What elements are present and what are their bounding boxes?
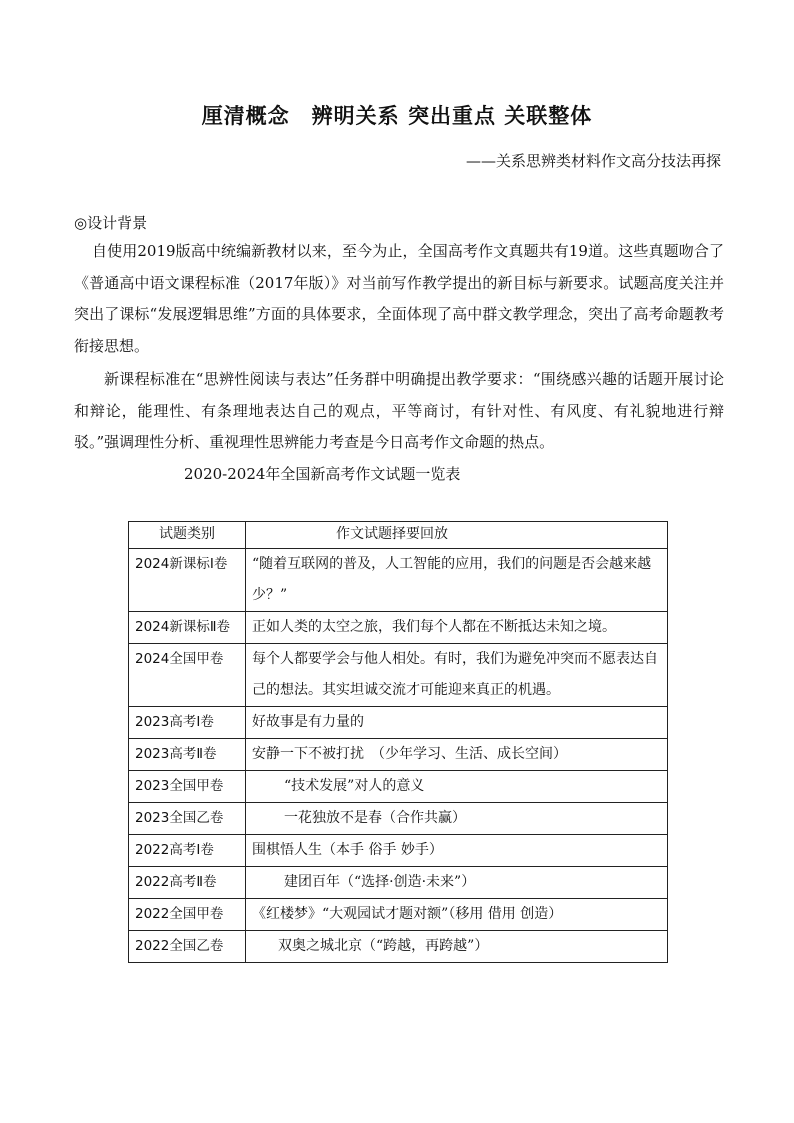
category-cell: 2024新课标Ⅱ卷 bbox=[129, 612, 246, 644]
table-header-row bbox=[129, 522, 668, 549]
category-cell: 2022全国乙卷 bbox=[129, 931, 246, 963]
table-row bbox=[129, 867, 668, 899]
table-row bbox=[129, 835, 668, 867]
content-cell: 正如人类的太空之旅，我们每个人都在不断抵达未知之境。 bbox=[246, 612, 668, 644]
content-cell: 一花独放不是春（合作共赢） bbox=[246, 803, 668, 835]
content-cell: 建团百年（“选择·创造·未来”） bbox=[246, 867, 668, 899]
paragraph: 新课程标准在“思辨性阅读与表达”任务群中明确提出教学要求：“围绕感兴趣的话题开展讨论和辩论，能理性、有条理地表达自己的观点，平等商讨，有针对性、有风度、有礼貌地进行辩驳。”强调理性分析、重视理性思辨能力考查是今日高考作文命题的热点。 bbox=[74, 370, 724, 451]
table-caption: 2020-2024年全国新高考作文试题一览表 bbox=[184, 465, 461, 483]
content-cell: 双奥之城北京（“跨越，再跨越”） bbox=[246, 931, 668, 963]
section-heading: ◎设计背景 bbox=[74, 214, 148, 232]
category-cell: 2023高考Ⅱ卷 bbox=[129, 739, 246, 771]
table-row bbox=[129, 549, 668, 612]
table-row bbox=[129, 612, 668, 644]
content-cell: 围棋悟人生（本手 俗手 妙手） bbox=[246, 835, 668, 867]
table-row bbox=[129, 707, 668, 739]
content-cell: “技术发展”对人的意义 bbox=[246, 771, 668, 803]
column-header: 作文试题择要回放 bbox=[246, 522, 668, 549]
category-cell: 2023全国乙卷 bbox=[129, 803, 246, 835]
content-cell: 安静一下不被打扰 （少年学习、生活、成长空间） bbox=[246, 739, 668, 771]
category-cell: 2023全国甲卷 bbox=[129, 771, 246, 803]
category-cell: 2023高考Ⅰ卷 bbox=[129, 707, 246, 739]
category-cell: 2024新课标Ⅰ卷 bbox=[129, 549, 246, 612]
content-cell: 每个人都要学会与他人相处。有时，我们为避免冲突而不愿表达自己的想法。其实坦诚交流才可能迎来真正的机遇。 bbox=[246, 644, 668, 707]
category-cell: 2022全国甲卷 bbox=[129, 899, 246, 931]
paragraph: 自使用2019版高中统编新教材以来，至今为止，全国高考作文真题共有19道。这些真题吻合了《普通高中语文课程标准（2017年版）》对当前写作教学提出的新目标与新要求。试题高度关注并突出了课标“发展逻辑思维”方面的具体要求，全面体现了高中群文教学理念，突出了高考命题教考衔接思想。 bbox=[74, 242, 724, 355]
category-cell: 2022高考Ⅰ卷 bbox=[129, 835, 246, 867]
document-subtitle: ——关系思辨类材料作文高分技法再探 bbox=[465, 152, 721, 170]
content-cell: 好故事是有力量的 bbox=[246, 707, 668, 739]
table-row bbox=[129, 739, 668, 771]
essay-topics-table bbox=[128, 521, 668, 963]
category-cell: 2022高考Ⅱ卷 bbox=[129, 867, 246, 899]
document-title: 厘清概念 辨明关系 突出重点 关联整体 bbox=[201, 104, 593, 128]
table-row bbox=[129, 803, 668, 835]
content-cell: “随着互联网的普及，人工智能的应用，我们的问题是否会越来越少？” bbox=[246, 549, 668, 612]
category-cell: 2024全国甲卷 bbox=[129, 644, 246, 707]
table-row bbox=[129, 771, 668, 803]
table-row bbox=[129, 644, 668, 707]
table-row bbox=[129, 931, 668, 963]
content-cell: 《红楼梦》“大观园试才题对额”（移用 借用 创造） bbox=[246, 899, 668, 931]
table-row bbox=[129, 899, 668, 931]
column-header: 试题类别 bbox=[129, 522, 246, 549]
